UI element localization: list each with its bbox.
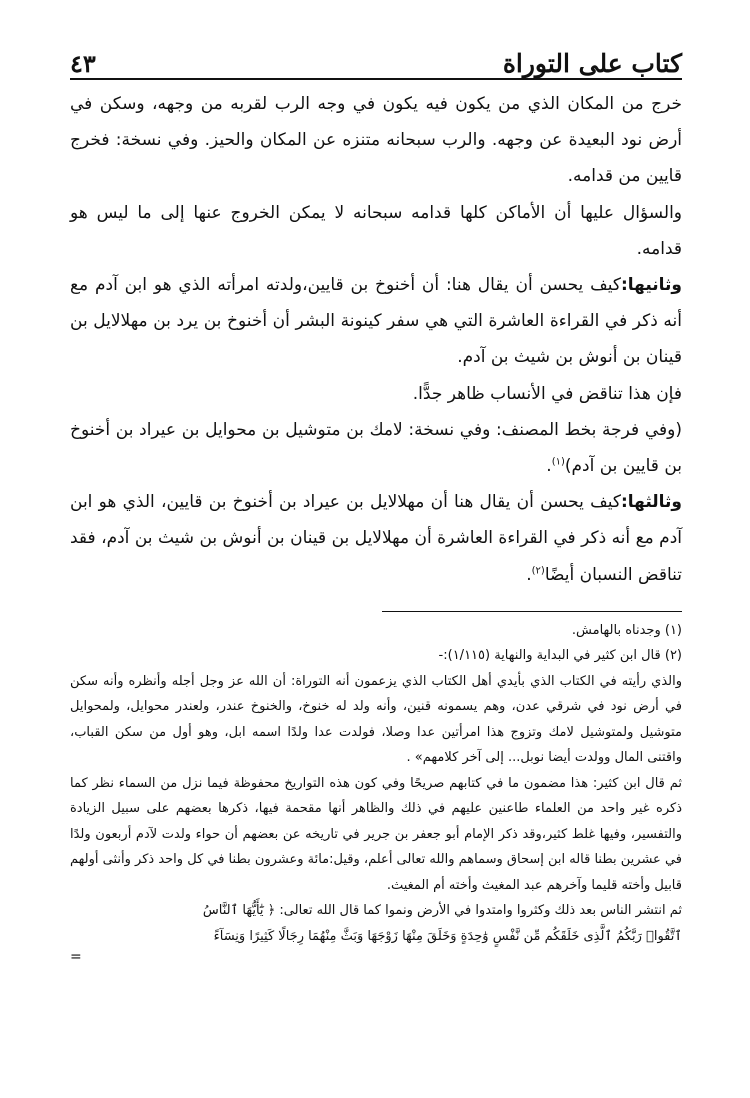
footnotes xyxy=(70,618,682,966)
section-lead: وثانيها: xyxy=(620,275,682,296)
book-title: كتاب على التوراة xyxy=(502,49,682,78)
page-number: ٤٣ xyxy=(70,49,96,78)
footnote-2-quote: والذي رأيته في الكتاب الذي بأيدي أهل الكتاب الذي يزعمون أنه التوراة: أن الله عز وجل أجله وأنظره وأنه سكن في أرض نود في شرقي عدن، وهم يسمونه قنين، وأنه ولد له خنوخ، والخنوخ عندر، ولعندر محوايل، ولمحوايل متوشيل ولمتوشيل لامك وتزوج هذا امرأتين عدا وصلا، فولدت عدا ولدًا اسمه ابل، وهو أول من سكن القباب، واقتنى المال وولدت أيضا نوبل... إلى آخر كلامهم» . xyxy=(70,673,682,766)
paragraph: والسؤال عليها أن الأماكن كلها قدامه سبحانه لا يمكن الخروج عنها إلى ما ليس هو قدامه. xyxy=(70,202,682,259)
paragraph xyxy=(70,267,682,376)
footnote-2-final: ثم انتشر الناس بعد ذلك وكثروا وامتدوا في الأرض ونموا كما قال الله تعالى: ﴿ يَٰٓأَيُّهَا ٱلنَّاسُ xyxy=(202,903,682,919)
footnote-reference[interactable]: (١) xyxy=(551,456,565,468)
footnote-separator xyxy=(382,611,682,612)
paragraph xyxy=(70,484,682,593)
paragraph: خرج من المكان الذي من يكون فيه يكون في وجه الرب لقربه من وجهه، وسكن في أرض نود البعيدة عن وجهه. والرب سبحانه متنزه عن المكان والحيز. وفي نسخة: فخرج قايين من قدامه. xyxy=(70,94,682,187)
paragraph xyxy=(70,412,682,484)
paragraph-text: كيف يحسن أن يقال هنا: أن أخنوخ بن قايين،ولدته امرأته الذي هو ابن آدم مع أنه ذكر في القراءة العاشرة التي هي سفر كينونة البشر أن أخنوخ بن يرد بن مهلالايل بن قينان بن أنوش بن شيث بن آدم. xyxy=(70,275,682,368)
footnote-1: (١) وجدناه بالهامش. xyxy=(571,622,682,638)
paragraph-text: كيف يحسن أن يقال هنا أن مهلالايل بن عيراد بن أخنوخ بن قايين، الذي هو ابن آدم مع أنه ذكر في القراءة العاشرة أن مهلالايل بن قينان بن أنوش بن شيث بن آدم، فقد تناقض النسبان أيضًا xyxy=(70,492,682,585)
punctuation: . xyxy=(546,456,552,477)
footnote-2-heading: (٢) قال ابن كثير في البداية والنهاية (١/١١٥):- xyxy=(438,648,682,664)
footnote-2-commentary: ثم قال ابن كثير: هذا مضمون ما في كتابهم صريحًا وفي كون هذه التواريخ محفوظة فيما نزل من السماء نظر كما ذكره غير واحد من العلماء طاعنين عليهم في ذلك والظاهر أنها مقحمة فيها، ذكرها بعضهم على سبيل الزيادة والتفسير، وفيها غلط كثير،وقد ذكر الإمام أبو جعفر بن جرير في تاريخه عن بعضهم أن حواء ولدت لآدم أربعون ولدًا في عشرين بطنا قاله ابن إسحاق وسماهم والله تعالى أعلم، وقيل:مائة وعشرون بطنا في كل واحد ذكر وأنثى أولهم قابيل وأخته قليما وآخرهم عبد المغيث وأخته أم المغيث. xyxy=(70,775,682,893)
paragraph-text: (وفي فرجة بخط المصنف: وفي نسخة: لامك بن متوشيل بن محوايل بن عيراد بن أخنوخ بن قايين بن آدم) xyxy=(70,419,682,477)
section-lead: وثالثها: xyxy=(620,492,682,513)
footnote-reference[interactable]: (٢) xyxy=(531,564,545,576)
book-page xyxy=(70,36,682,1076)
page-header xyxy=(70,36,682,80)
continuation-mark: = xyxy=(70,949,82,966)
paragraph: فإن هذا تناقض في الأنساب ظاهر جدًّا. xyxy=(412,383,682,404)
main-text xyxy=(70,86,682,593)
quran-verse: ٱتَّقُوا۟ رَبَّكُمُ ٱلَّذِى خَلَقَكُم مِّن نَّفْسٍ وَٰحِدَةٍ وَخَلَقَ مِنْهَا زَوْجَهَا وَبَثَّ مِنْهُمَا رِجَالًا كَثِيرًا وَنِسَآءً xyxy=(213,928,682,944)
punctuation: . xyxy=(526,564,532,585)
